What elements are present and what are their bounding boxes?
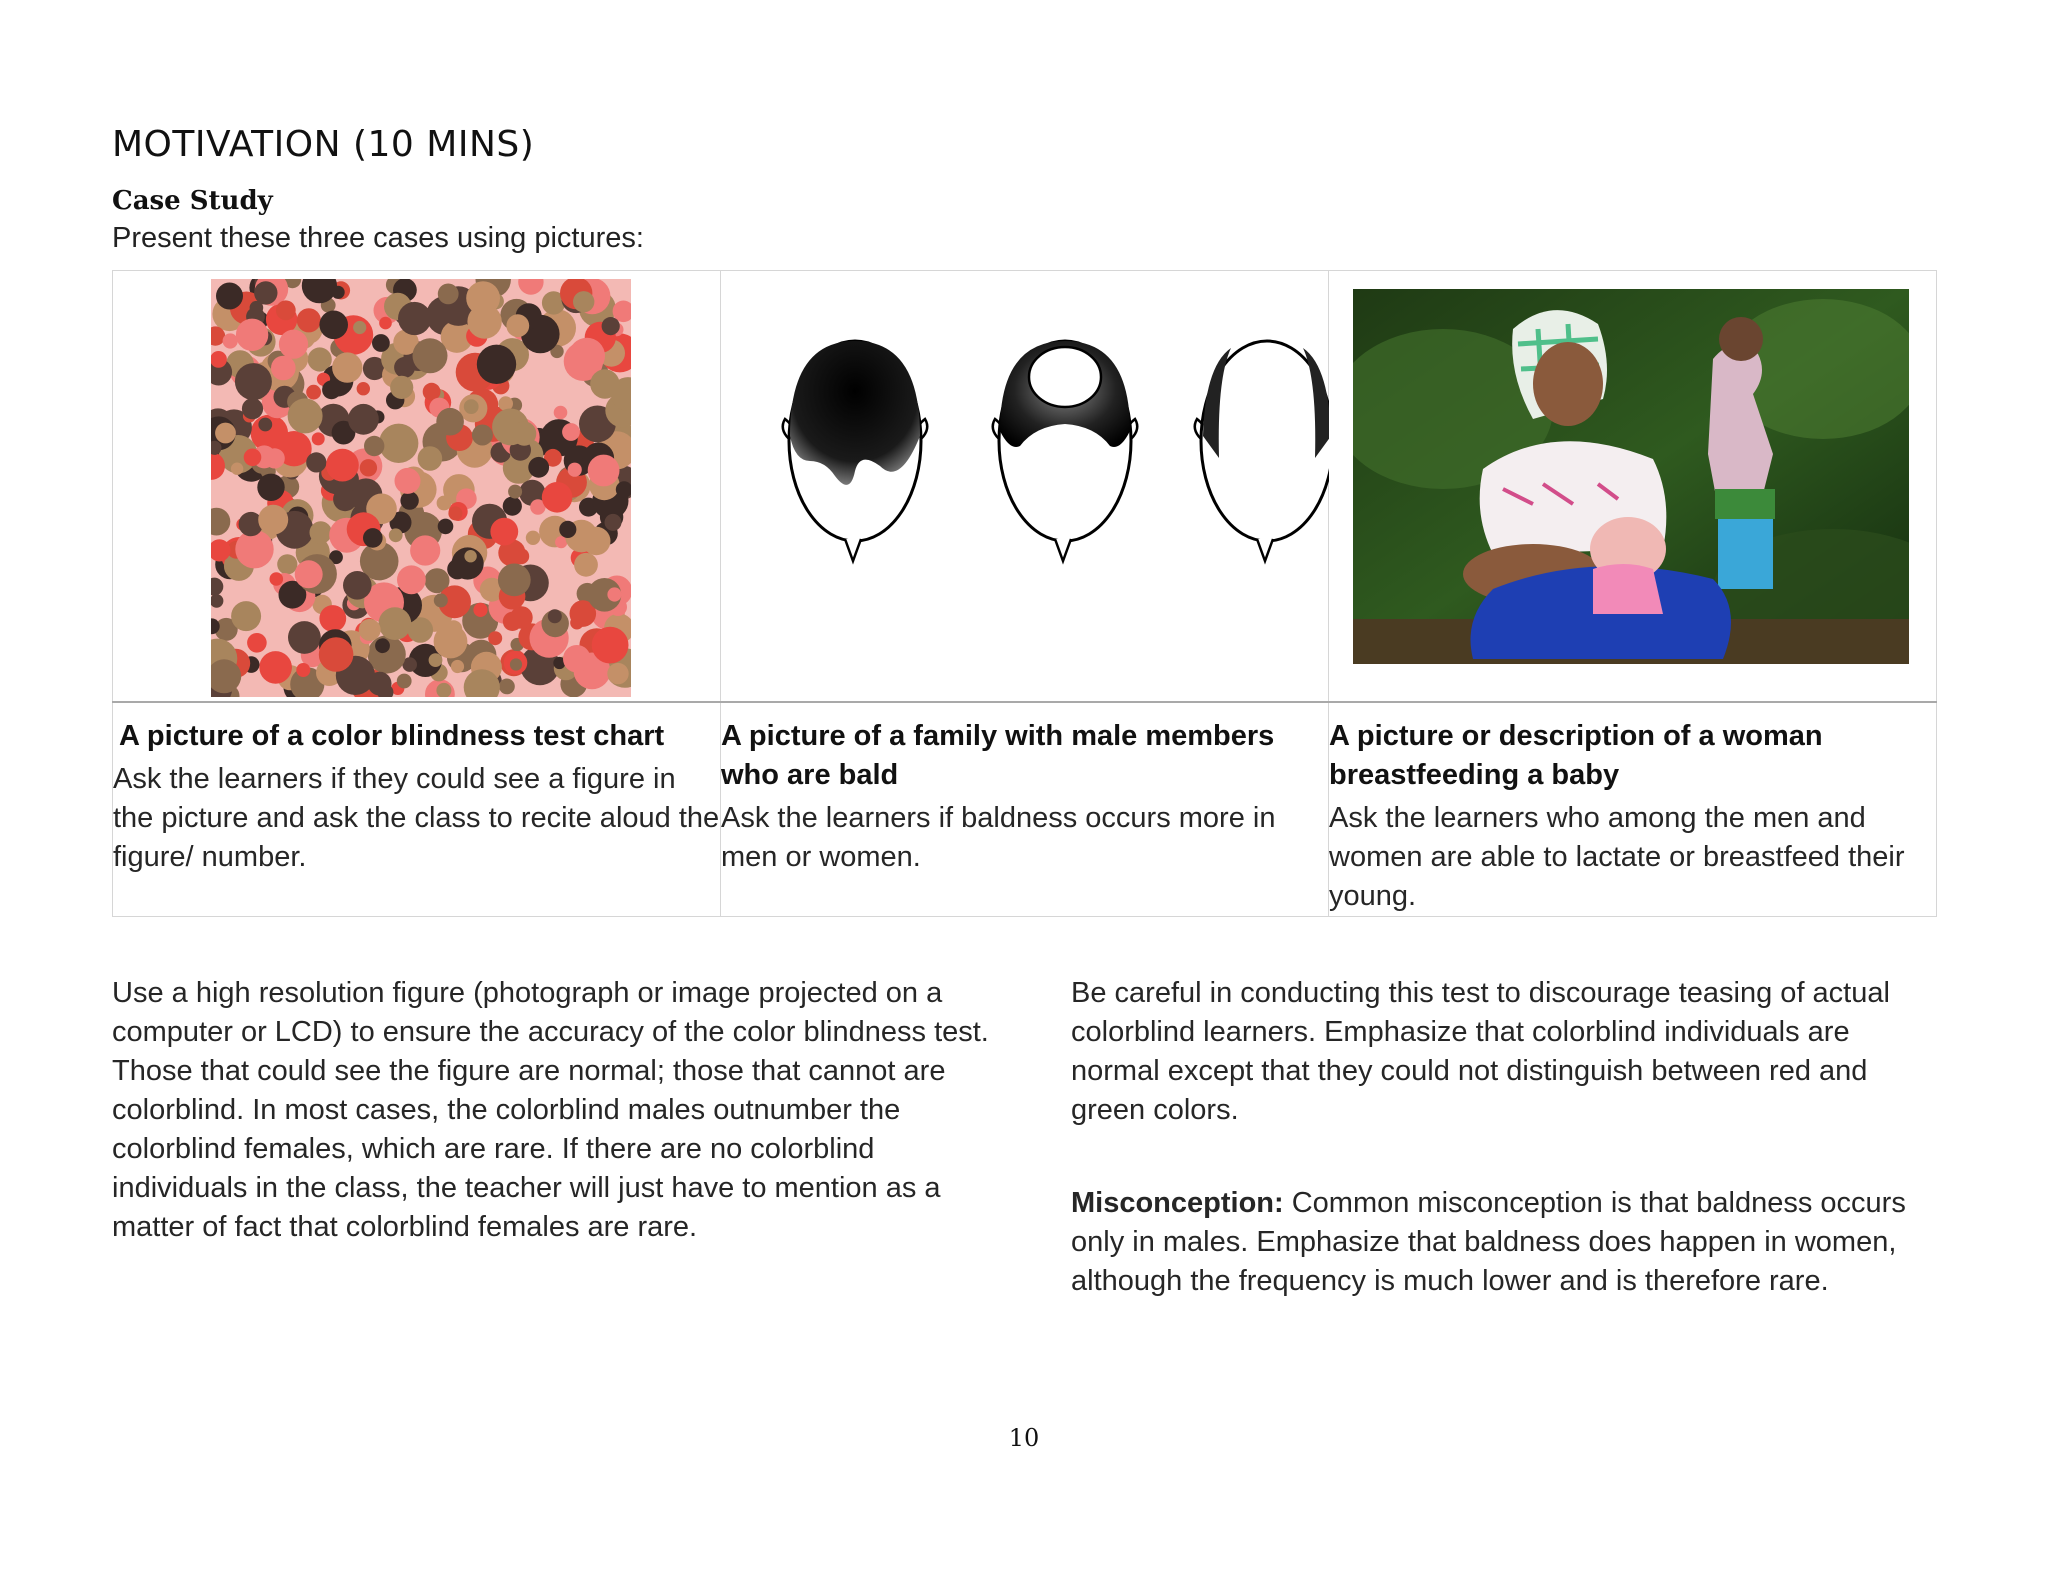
chart-dot [216,283,243,310]
chart-dot [488,631,502,645]
chart-dot [258,505,288,535]
chart-dot [259,651,292,684]
case-text-cell-2 [721,702,1329,917]
chart-dot [499,679,515,695]
chart-dot [242,398,263,419]
chart-dot [319,605,346,632]
woman-breastfeeding-photo [1353,289,1909,664]
case-image-cell-2 [721,271,1329,703]
chart-dot [357,382,370,395]
chart-dot [503,497,522,516]
chart-dot [295,560,323,588]
chart-dot [244,449,262,467]
case-text-cell-3 [1329,702,1937,917]
chart-dot [467,304,501,338]
chart-dot [375,638,390,653]
chart-dot [236,319,268,351]
chart-dot [360,459,377,476]
chart-dot [574,553,598,577]
head-icon-3 [1195,341,1329,561]
chart-dot [503,612,522,631]
chart-dot [418,446,443,471]
chart-dot [607,587,621,601]
chart-dot [542,482,573,513]
chart-dot [319,637,354,672]
chart-dot [297,308,321,332]
chart-dot [592,627,629,664]
chart-dot [464,399,479,414]
case-text-2: Ask the learners if baldness occurs more in men or women. [721,802,1276,873]
chart-dot [548,609,562,623]
chart-dot [498,564,531,597]
chart-dot [607,663,628,684]
chart-dot [394,357,415,378]
chart-dot [258,418,272,432]
case-text-1: Ask the learners if they could see a figure in the picture and ask the class to recite aloud the figure/ number. [113,763,720,873]
chart-dot [223,333,238,348]
chart-dot [235,530,273,568]
case-study-heading: Case Study [112,186,273,216]
page-title: MOTIVATION (10 MINS) [112,124,535,165]
chart-dot [434,625,468,659]
teacher-notes [1071,974,1921,1301]
chart-dot [559,521,576,538]
chart-dot [379,317,392,330]
chart-dot [398,302,431,335]
chart-dot [363,548,393,578]
case-text-3: Ask the learners who among the men and women are able to lactate or breastfeed their young. [1329,802,1905,912]
chart-dot [279,330,308,359]
misconception-label: Misconception: [1071,1187,1284,1219]
chart-dot [563,645,591,673]
chart-dot [288,398,323,433]
chart-dot [477,345,516,384]
chart-dot [397,674,412,689]
chart-dot [429,653,443,667]
chart-dot [247,633,267,653]
chart-dot [400,491,418,509]
chart-dot [312,432,325,445]
head-icon-1 [783,341,928,561]
chart-dot [368,672,392,696]
chart-dot [473,603,487,617]
chart-dot [436,408,464,436]
chart-dot [437,496,452,511]
chart-dot [348,404,379,435]
chart-dot [257,474,284,501]
chart-dot [588,455,620,487]
chart-dot [379,607,412,640]
chart-dot [451,660,464,673]
chart-dot [434,593,448,607]
case-title-3: A picture or description of a woman breastfeeding a baby [1329,720,1823,791]
chart-dot [568,463,582,477]
chart-dot [389,528,403,542]
chart-dot [506,314,529,337]
chart-dot [605,514,622,531]
color-blindness-test-chart [211,279,631,697]
chart-dot [310,521,332,543]
chart-dot [332,352,362,382]
misconception-text: Common misconception is that baldness occurs only in males. Emphasize that baldness does happen in women, although the frequency is much lower and is therefore rare. [1071,1187,1906,1297]
chart-dot [326,449,359,482]
chart-dot [215,423,236,444]
chart-dot [277,554,297,574]
chart-dot [343,571,372,600]
chart-dot [508,485,522,499]
chart-dot [231,601,261,631]
chart-dot [397,565,426,594]
chart-dot [602,317,620,335]
chart-dot [438,519,454,535]
case-image-cell-3 [1329,271,1937,703]
case-text-cell-1 [113,702,721,917]
chart-dot [322,380,341,399]
chart-dot [306,452,326,472]
chart-dot [296,663,310,677]
chart-dot [254,281,277,304]
chart-dot [438,284,459,305]
chart-dot [569,338,605,374]
chart-dot [464,550,476,562]
chart-dot [306,385,321,400]
chart-dot [271,356,296,381]
case-title-1: A picture of a color blindness test chart [119,720,665,752]
chart-dot [231,463,243,475]
case-image-cell-1 [113,271,721,703]
chart-dot [265,448,285,468]
chart-dot [363,528,383,548]
chart-dot [379,424,418,463]
cases-table [112,270,1937,917]
male-pattern-baldness-heads [721,271,1329,701]
chart-dot [512,422,536,446]
chart-dot [359,619,381,641]
chart-dot [410,535,440,565]
teasing-caution-note: Be careful in conducting this test to discourage teasing of actual colorblind learners. Emphasize that colorblind individuals are normal except that they could not distinguish between red and green colors. [1071,977,1890,1126]
chart-dot [528,457,549,478]
chart-dot [472,425,493,446]
chart-dot [288,621,321,654]
chart-dot [573,291,594,312]
intro-text: Present these three cases using pictures: [112,222,644,254]
chart-dot [353,321,366,334]
chart-dot [235,363,272,400]
chart-dot [562,423,580,441]
chart-dot [276,300,296,320]
chart-dot [390,376,413,399]
case-title-2: A picture of a family with male members who are bald [721,720,1275,791]
page-number: 10 [1008,1424,1040,1452]
head-icon-2 [993,341,1138,561]
chart-dot [490,518,518,546]
chart-dot [590,369,619,398]
chart-dot [526,531,540,545]
chart-dot [395,468,421,494]
chart-dot [554,406,568,420]
chart-dot [448,506,462,520]
chart-dot [270,572,284,586]
chart-dot [364,436,384,456]
colorblind-test-note: Use a high resolution figure (photograph or image projected on a computer or LCD) to ensure the accuracy of the color blindness test. Those that could see the figure are normal; those that cannot are colorblind. In most cases, the colorblind males outnumber the colorblind females, which are rare. If there are no colorblind individuals in the class, the teacher will just have to mention as a matter of fact that colorblind females are rare. [112,977,989,1243]
chart-dot [319,311,348,340]
chart-dot [447,559,467,579]
chart-dot [413,338,448,373]
chart-dot [510,658,522,670]
misconception-note [1071,1184,1921,1301]
chart-dot [372,334,390,352]
